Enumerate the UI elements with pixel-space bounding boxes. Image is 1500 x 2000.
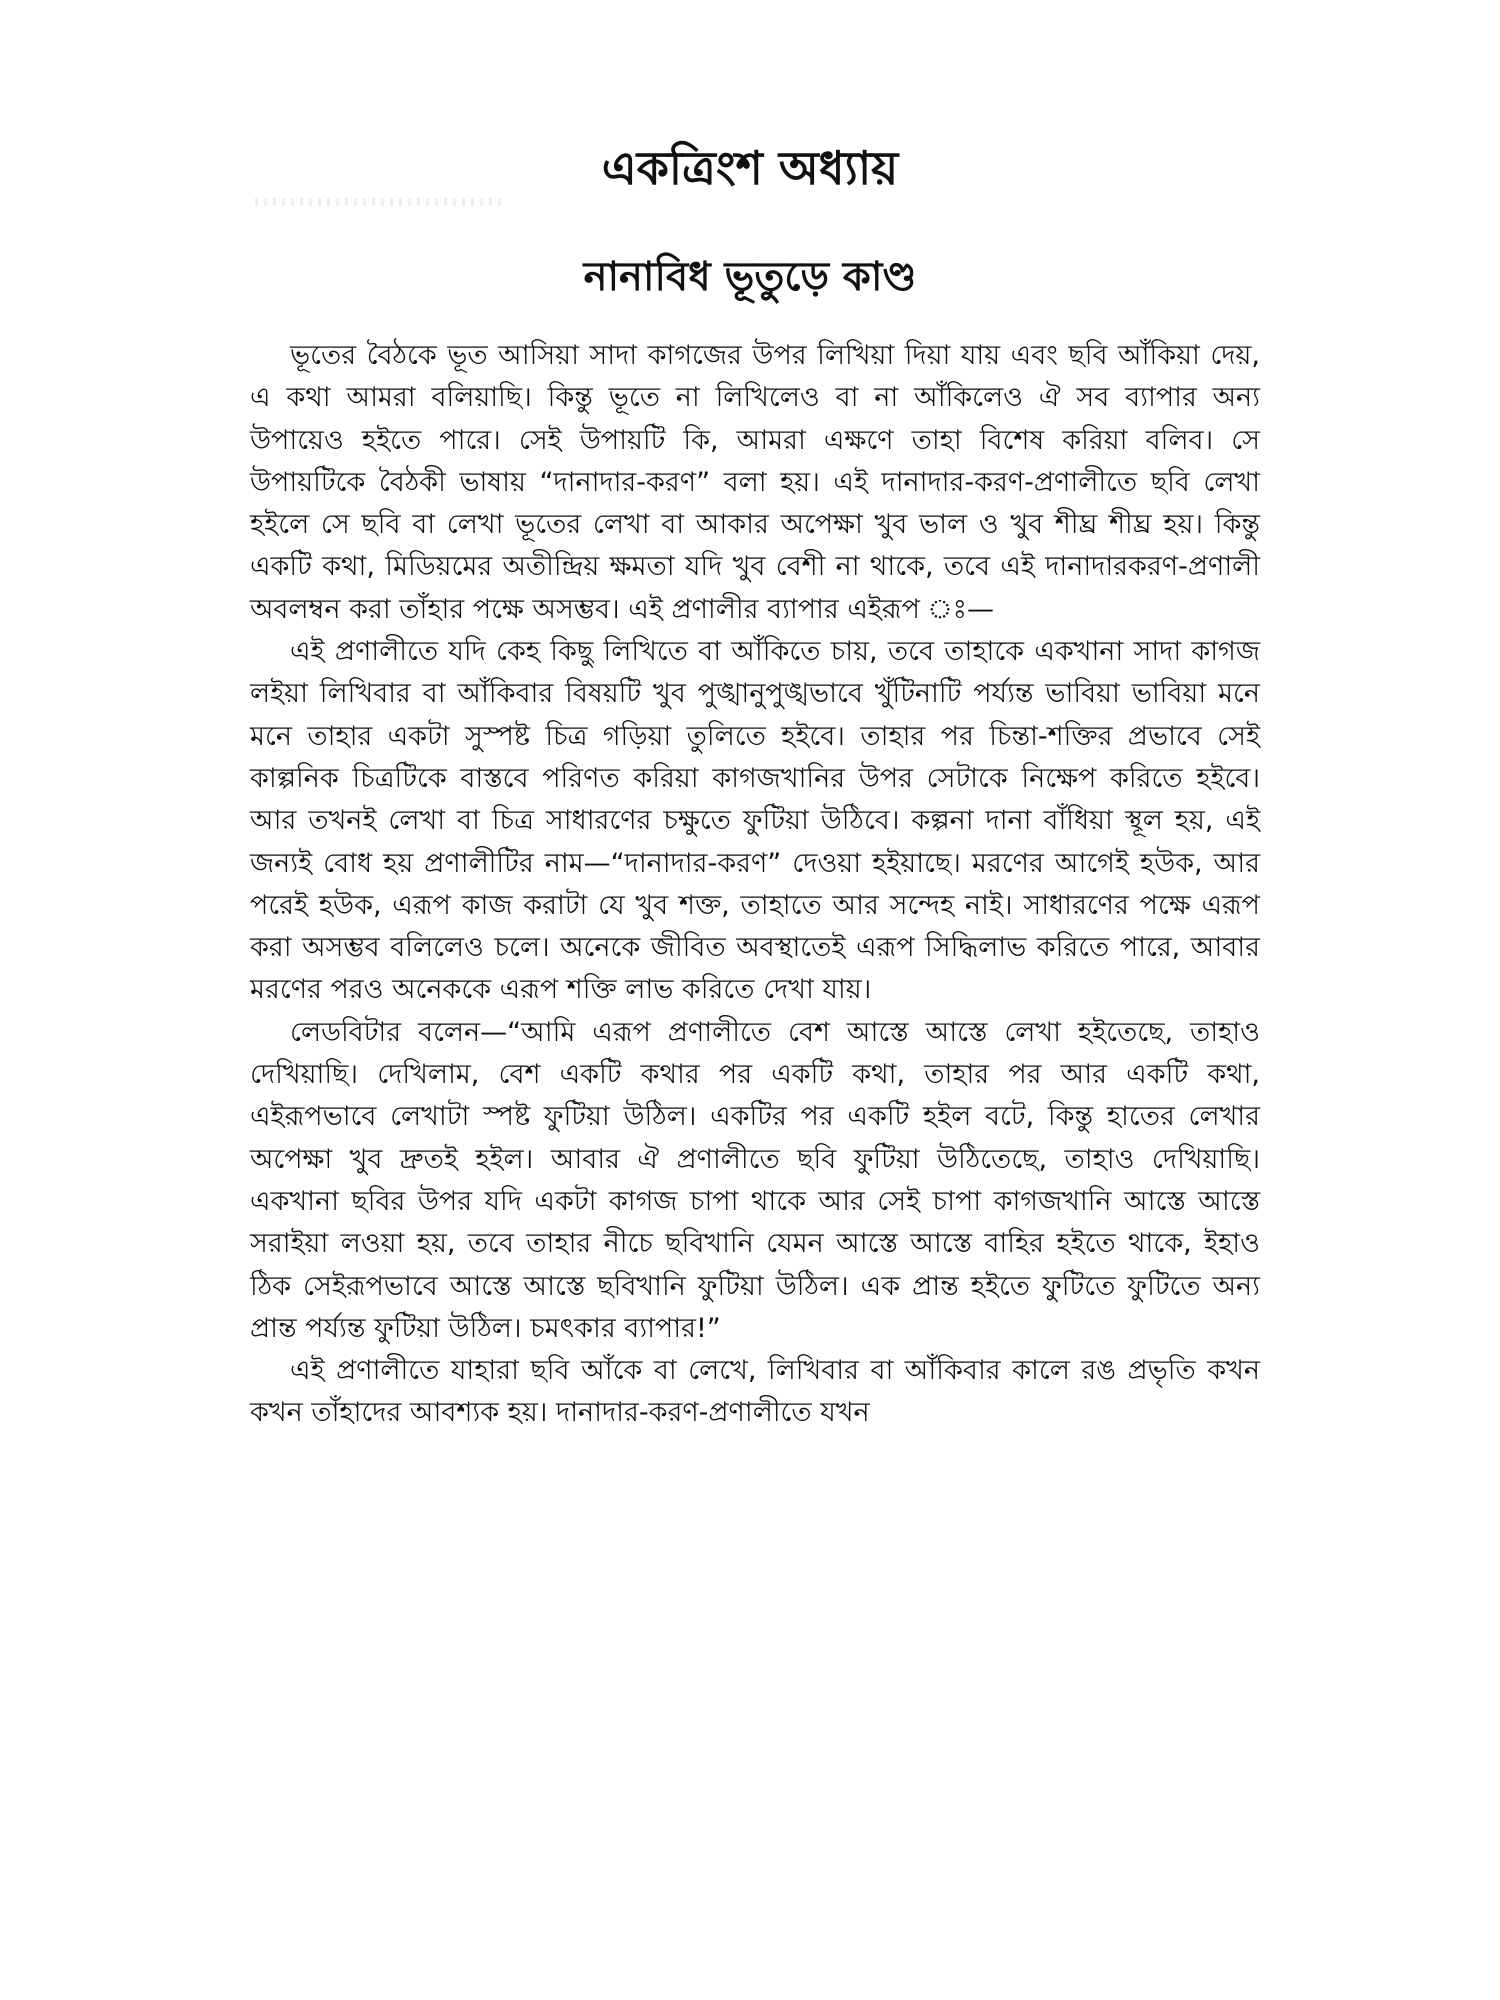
chapter-title: একত্রিংশ অধ্যায় [601,141,899,195]
paragraph: এই প্রণালীতে যদি কেহ কিছু লিখিতে বা আঁকিতে চায়, তবে তাহাকে একখানা সাদা কাগজ লইয়া লিখিবার বা আঁকিবার বিষয়টি খুব পুঙ্খানুপুঙ্খভাবে খুঁটিনাটি পর্য্যন্ত ভাবিয়া ভাবিয়া মনে মনে তাহার একটা সুস্পষ্ট চিত্র গড়িয়া তুলিতে হইবে। তাহার পর চিন্তা-শক্তির প্রভাবে সেই কাল্পনিক চিত্রটিকে বাস্তবে পরিণত করিয়া কাগজখানির উপর সেটাকে নিক্ষেপ করিতে হইবে। আর তখনই লেখা বা চিত্র সাধারণের চক্ষুতে ফুটিয়া উঠিবে। কল্পনা দানা বাঁধিয়া স্থূল হয়, এই জন্যই বোধ হয় প্রণালীটির নাম—“দানাদার-করণ” দেওয়া হইয়াছে। মরণের আগেই হউক, আর পরেই হউক, এরূপ কাজ করাটা যে খুব শক্ত, তাহাতে আর সন্দেহ নাই। সাধারণের পক্ষে এরূপ করা অসম্ভব বলিলেও চলে। অনেকে জীবিত অবস্থাতেই এরূপ সিদ্ধিলাভ করিতে পারে, আবার মরণের পরও অনেককে এরূপ শক্তি লাভ করিতে দেখা যায়। [250,636,1260,1006]
chapter-subtitle: নানাবিধ ভূতুড়ে কাণ্ড [583,254,917,300]
print-smudge [255,198,505,206]
paragraph: লেডবিটার বলেন—“আমি এরূপ প্রণালীতে বেশ আস্তে আস্তে লেখা হইতেছে, তাহাও দেখিয়াছি। দেখিলাম, বেশ একটি কথার পর একটি কথা, তাহার পর আর একটি কথা, এইরূপভাবে লেখাটা স্পষ্ট ফুটিয়া উঠিল। একটির পর একটি হইল বটে, কিন্তু হাতের লেখার অপেক্ষা খুব দ্রুতই হইল। আবার ঐ প্রণালীতে ছবি ফুটিয়া উঠিতেছে, তাহাও দেখিয়াছি। একখানা ছবির উপর যদি একটা কাগজ চাপা থাকে আর সেই চাপা কাগজখানি আস্তে আস্তে সরাইয়া লওয়া হয়, তবে তাহার নীচে ছবিখানি যেমন আস্তে আস্তে বাহির হইতে থাকে, ইহাও ঠিক সেইরূপভাবে আস্তে আস্তে ছবিখানি ফুটিয়া উঠিল। এক প্রান্ত হইতে ফুটিতে ফুটিতে অন্য প্রান্ত পর্য্যন্ত ফুটিয়া উঠিল। চমৎকার ব্যাপার!” [250,1016,1260,1344]
paragraph: ভূতের বৈঠকে ভূত আসিয়া সাদা কাগজের উপর লিখিয়া দিয়া যায় এবং ছবি আঁকিয়া দেয়, এ কথা আমরা বলিয়াছি। কিন্তু ভূতে না লিখিলেও বা না আঁকিলেও ঐ সব ব্যাপার অন্য উপায়েও হইতে পারে। সেই উপায়টি কি, আমরা এক্ষণে তাহা বিশেষ করিয়া বলিব। সে উপায়টিকে বৈঠকী ভাষায় “দানাদার-করণ” বলা হয়। এই দানাদার-করণ-প্রণালীতে ছবি লেখা হইলে সে ছবি বা লেখা ভূতের লেখা বা আকার অপেক্ষা খুব ভাল ও খুব শীঘ্র শীঘ্র হয়। কিন্তু একটি কথা, মিডিয়মের অতীন্দ্রিয় ক্ষমতা যদি খুব বেশী না থাকে, তবে এই দানাদারকরণ-প্রণালী অবলম্বন করা তাঁহার পক্ষে অসম্ভব। এই প্রণালীর ব্যাপার এইরূপ ঃ— [250,340,1260,625]
body-text [250,335,1260,1435]
paragraph: এই প্রণালীতে যাহারা ছবি আঁকে বা লেখে, লিখিবার বা আঁকিবার কালে রঙ প্রভৃতি কখন কখন তাঁহাদের আবশ্যক হয়। দানাদার-করণ-প্রণালীতে যখন [250,1355,1260,1429]
